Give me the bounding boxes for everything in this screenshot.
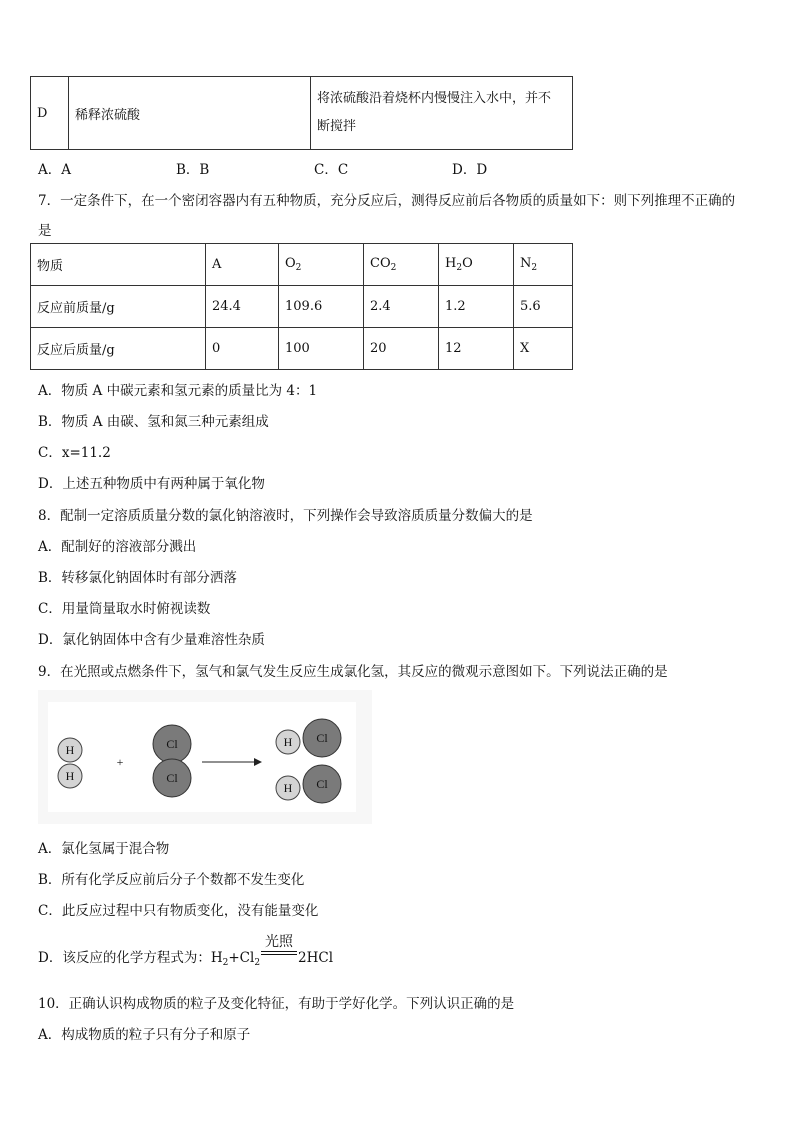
q7-header-co2-base: CO bbox=[370, 256, 391, 271]
q7-stem-line1: 7．一定条件下，在一个密闭容器内有五种物质，充分反应后，测得反应前后各物质的质量如下：则下列推理不正确的 bbox=[38, 193, 736, 209]
q10-option-a: A．构成物质的粒子只有分子和原子 bbox=[38, 1027, 251, 1043]
q9-option-d bbox=[38, 934, 334, 968]
table-cell: 24.4 bbox=[206, 286, 279, 328]
q6-row-d-method-line1: 将浓硫酸沿着烧杯内慢慢注入水中，并不 bbox=[317, 91, 552, 106]
q6-option-b: B．B bbox=[176, 162, 210, 178]
q7-header-h2o bbox=[439, 244, 514, 286]
table-cell: 0 bbox=[206, 328, 279, 370]
q10-stem: 10．正确认识构成物质的粒子及变化特征，有助于学好化学。下列认识正确的是 bbox=[38, 996, 515, 1012]
q9-reaction-diagram bbox=[38, 690, 372, 824]
q9-option-d-sub2: 2 bbox=[254, 958, 261, 968]
cl-atom-label: Cl bbox=[316, 777, 328, 791]
q7-header-co2-sub: 2 bbox=[390, 263, 397, 273]
q7-row-after-label: 反应后质量/g bbox=[31, 328, 206, 370]
q7-header-label: 物质 bbox=[31, 244, 206, 286]
table-cell: 5.6 bbox=[514, 286, 573, 328]
q6-row-d-method bbox=[311, 77, 573, 150]
q7-option-a: A．物质 A 中碳元素和氢元素的质量比为 4：1 bbox=[38, 383, 318, 399]
q8-option-c: C．用量筒量取水时俯视读数 bbox=[38, 601, 211, 617]
table-row bbox=[31, 77, 573, 150]
q6-option-a: A．A bbox=[38, 162, 71, 178]
cl-atom-label: Cl bbox=[166, 737, 178, 751]
q6-row-d-letter: D bbox=[31, 77, 69, 150]
equals-line-bottom bbox=[261, 954, 297, 955]
q9-diagram-panel bbox=[48, 702, 356, 812]
table-row bbox=[31, 328, 573, 370]
q7-header-h2o-rest: O bbox=[462, 256, 473, 271]
q6-table bbox=[30, 76, 573, 150]
q6-option-c: C．C bbox=[314, 162, 349, 178]
q9-equation-condition: 光照 bbox=[265, 934, 294, 950]
q6-row-d-experiment: 稀释浓硫酸 bbox=[69, 77, 311, 150]
q7-row-before-label: 反应前质量/g bbox=[31, 286, 206, 328]
h-atom-label: H bbox=[65, 743, 75, 757]
q9-option-d-sub1: 2 bbox=[222, 958, 229, 968]
table-cell: X bbox=[514, 328, 573, 370]
q8-option-b: B．转移氯化钠固体时有部分洒落 bbox=[38, 570, 237, 586]
q8-option-a: A．配制好的溶液部分溅出 bbox=[38, 539, 197, 555]
q9-stem: 9．在光照或点燃条件下，氢气和氯气发生反应生成氯化氢，其反应的微观示意图如下。下列说法正确的是 bbox=[38, 664, 668, 680]
reaction-arrow-head bbox=[254, 758, 262, 766]
table-cell: 100 bbox=[279, 328, 364, 370]
q9-option-b: B．所有化学反应前后分子个数都不发生变化 bbox=[38, 872, 305, 888]
table-row bbox=[31, 244, 573, 286]
q9-option-d-product: 2HCl bbox=[298, 950, 334, 966]
table-cell: 109.6 bbox=[279, 286, 364, 328]
q7-header-a: A bbox=[206, 244, 279, 286]
q9-option-d-prefix: D．该反应的化学方程式为：H bbox=[38, 950, 223, 966]
q9-option-a: A．氯化氢属于混合物 bbox=[38, 841, 170, 857]
cl-atom-label: Cl bbox=[316, 731, 328, 745]
table-cell: 12 bbox=[439, 328, 514, 370]
q7-option-c: C．x=11.2 bbox=[38, 445, 111, 461]
q7-header-n2-base: N bbox=[520, 256, 532, 271]
h-atom-label: H bbox=[283, 735, 293, 749]
q7-header-o2-base: O bbox=[285, 256, 296, 271]
q7-header-n2-sub: 2 bbox=[531, 263, 538, 273]
q6-row-d-method-line2: 断搅拌 bbox=[317, 119, 357, 134]
q6-option-d: D．D bbox=[452, 162, 488, 178]
table-cell: 2.4 bbox=[364, 286, 439, 328]
q9-diagram-svg bbox=[48, 702, 356, 812]
q7-option-b: B．物质 A 由碳、氢和氮三种元素组成 bbox=[38, 414, 269, 430]
q7-header-o2 bbox=[279, 244, 364, 286]
table-cell: 1.2 bbox=[439, 286, 514, 328]
q7-stem-line2: 是 bbox=[38, 223, 52, 239]
q8-option-d: D．氯化钠固体中含有少量难溶性杂质 bbox=[38, 632, 265, 648]
h-atom-label: H bbox=[65, 769, 75, 783]
q7-header-co2 bbox=[364, 244, 439, 286]
table-row bbox=[31, 286, 573, 328]
q7-header-h2o-sub: 2 bbox=[456, 263, 463, 273]
q9-option-d-mid: +Cl bbox=[228, 950, 255, 966]
q7-header-n2 bbox=[514, 244, 573, 286]
q7-table bbox=[30, 243, 573, 370]
q7-option-d: D．上述五种物质中有两种属于氧化物 bbox=[38, 476, 265, 492]
cl-atom-label: Cl bbox=[166, 771, 178, 785]
q8-stem: 8．配制一定溶质质量分数的氯化钠溶液时，下列操作会导致溶质质量分数偏大的是 bbox=[38, 508, 533, 524]
plus-sign: + bbox=[116, 755, 124, 769]
equals-line-top bbox=[261, 951, 297, 952]
h-atom-label: H bbox=[283, 781, 293, 795]
q9-equation-condition-block bbox=[261, 934, 297, 962]
q9-option-c: C．此反应过程中只有物质变化，没有能量变化 bbox=[38, 903, 319, 919]
q7-header-o2-sub: 2 bbox=[295, 263, 302, 273]
table-cell: 20 bbox=[364, 328, 439, 370]
q7-header-h2o-base: H bbox=[445, 256, 457, 271]
